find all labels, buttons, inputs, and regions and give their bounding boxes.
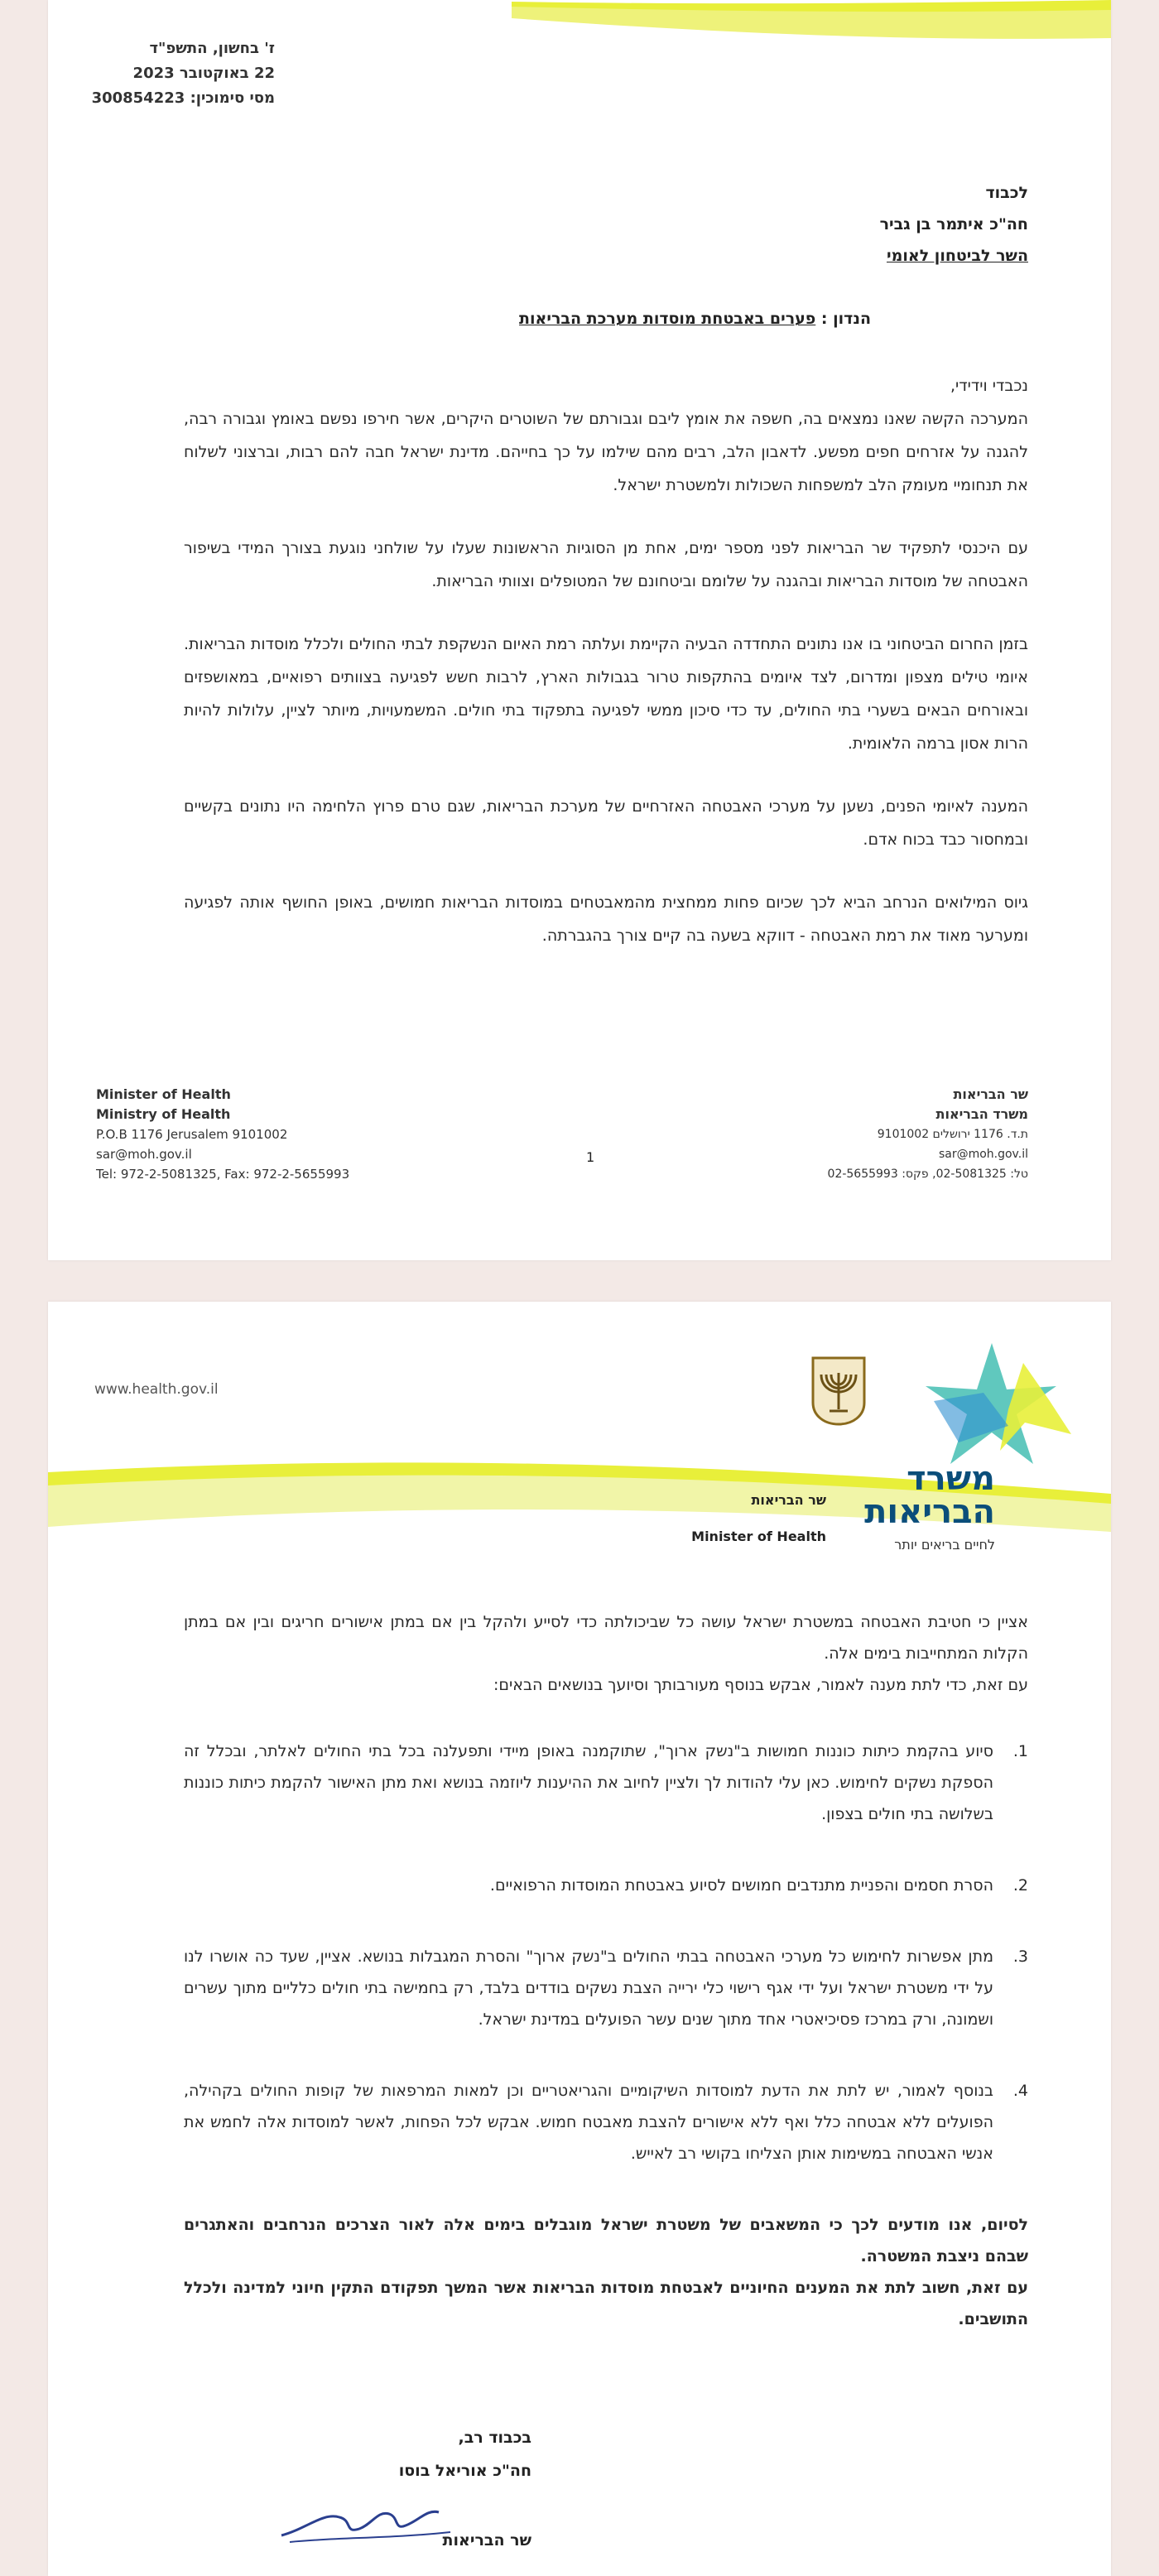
- footer-he-ministry: משרד הבריאות: [935, 1106, 1028, 1122]
- date-hebrew: ז' בחשון, התשפ"ד: [149, 40, 275, 57]
- subject-text: פערים באבטחת מוסדות מערכת הבריאות: [519, 310, 816, 328]
- list-item-text: הסרת חסמים והפניית מתנדבים חמושים לסיוע באבטחת המוסדות הרפואיים.: [489, 1876, 993, 1895]
- page-number: 1: [586, 1149, 595, 1165]
- footer-en-phone: Tel: 972-2-5081325, Fax: 972-2-5655993: [96, 1167, 350, 1182]
- letter-body-2: [184, 1606, 1028, 2335]
- state-emblem-icon: [810, 1355, 868, 1429]
- list-item-number: 1.: [1012, 1742, 1028, 1760]
- paragraph: גיוס המילואים הנרחב הביא לכך שכיום פחות ממחצית מהמאבטחים במוסדות הבריאות חמושים, באופן החושף אותה לפגיעה ומערער מאוד את רמת האבטחה - דווקא בשעה בה קיים צורך בהגברתה.: [184, 893, 1028, 945]
- reference-number: מסי סימוכין: 300854223: [91, 89, 275, 107]
- list-item-text: מתן אפשרות לחימוש כל מערכי האבטחה בבתי החולים ב"נשק ארוך" והסרת המגבלות בנושא. אציין, שעד כה אושרו לנו על ידי משטרת ישראל ועל ידי אגף רישוי כלי ירייה הצבת נשקים בודדים בלבד, רק בחמישה בתי חולים כלליים מתוך עשרים ושמונה, ורק במרכז פסיכיאטרי אחד מתוך שנים עשר הפועלים במדינת ישראל.: [184, 1948, 993, 2029]
- paragraph: בזמן החרום הביטחוני בו אנו נתונים התחדדה הבעיה הקיימת ועלתה רמת האיום הנשקפת לבתי החולים ולכלל מוסדות הבריאות. איומי טילים מצפון ומדרום, לצד איומים בהתקפות טרור בגבולות הארץ, לרבות חשש לפגיעה בצוותים רפואיים, במאושפזים ובאורחים הבאים בשערי בתי החולים, עד כדי סיכון ממשי לפגיעה בתפקוד בתי חולים. המשמעויות, מיותר לציין, עלולות להיות הרות אסון ברמה הלאומית.: [184, 635, 1028, 753]
- closing-paragraph: לסיום, אנו מודעים לכך כי המשאבים של משטרת ישראל מוגבלים בימים אלה לאור הצרכים הנרחבים והאתגרים שבהם ניצבת המשטרה.: [184, 2216, 1028, 2265]
- letter-page-1: [48, 0, 1111, 1260]
- footer-en-pob: P.O.B 1176 Jerusalem 9101002: [96, 1127, 288, 1142]
- signoff-name: חה"כ אוריאל בוסו: [398, 2462, 531, 2480]
- footer-english: [96, 1085, 349, 1184]
- footer-he-phone: טל: 02-5081325, פקס: 02-5655993: [827, 1168, 1028, 1181]
- subject-prefix: הנדון :: [820, 310, 871, 328]
- minister-title-he: שר הבריאות: [751, 1492, 826, 1508]
- letter-page-2: [48, 1302, 1111, 2576]
- list-item-number: 2.: [1012, 1876, 1028, 1895]
- logo-tagline: לחיים בריאים יותר: [894, 1537, 995, 1553]
- logo-line-2: הבריאות: [864, 1493, 995, 1531]
- list-item: [184, 2075, 1028, 2169]
- website-url: www.health.gov.il: [94, 1381, 219, 1398]
- recipient-title: השר לביטחון לאומי: [887, 247, 1028, 265]
- minister-title-block: [661, 1482, 826, 1555]
- signoff-regards: בכבוד רב,: [458, 2429, 531, 2447]
- footer-he-email: sar@moh.gov.il: [938, 1148, 1028, 1161]
- signoff-title: שר הבריאות: [442, 2531, 531, 2550]
- ministry-logo-text: [796, 1462, 995, 1529]
- list-item: [184, 1736, 1028, 1830]
- paragraph: עם היכנסי לתפקיד שר הבריאות לפני מספר ימים, אחת מן הסוגיות הראשונות שעלו על שולחני נוגעת בצורך המידי בשיפור האבטחה של מוסדות הבריאות ובהגנה על שלומם וביטחונם של המטופלים וצוותי הבריאות.: [184, 539, 1028, 590]
- footer-hebrew: [730, 1085, 1028, 1184]
- ministry-star-logo-icon: [909, 1343, 1075, 1471]
- letter-body-1: [184, 369, 1028, 982]
- recipient-block: [614, 177, 1028, 272]
- date-gregorian: 22 באוקטובר 2023: [132, 65, 275, 82]
- list-item-text: בנוסף לאמור, יש לתת את הדעת למוסדות השיקומיים והגריאטריים וכן למאות המרפאות של קופות החולים בקהילה, הפועלים ללא אבטחה כלל ואף ללא אישורים להצבת מאבטח חמוש. אבקש לכל הפחות, לאשר למוסדות אלה לחמש את אנשי האבטחה במשימות אותן הצליחו בקושי רב לאייש.: [184, 2082, 993, 2163]
- list-item-number: 4.: [1012, 2082, 1028, 2100]
- footer-en-title: Minister of Health: [96, 1086, 231, 1102]
- minister-title-en: Minister of Health: [691, 1529, 826, 1544]
- handwritten-signature-icon: [273, 2496, 455, 2552]
- logo-line-1: משרד: [907, 1460, 995, 1498]
- paragraph: המערכה הקשה שאנו נמצאים בה, חשפה את אומץ ליבם וגבורתם של השוטרים היקרים, אשר חירפו נפשם באומץ וגבורה רבה, להגנה על אזרחים חפים מפשע. לדאבון הלב, רבים מהם שילמו על כך בחייהם. מדינת ישראל חבה להם רבות, וברצוני לשלוח את תנחומיי מעומק הלב למשפחות השכולות ולמשטרת ישראל.: [184, 410, 1028, 494]
- request-list: [184, 1736, 1028, 2169]
- footer-he-title: שר הבריאות: [953, 1086, 1028, 1102]
- header-swoosh-band: [512, 0, 1111, 46]
- salutation: נכבדי וידידי,: [950, 377, 1028, 395]
- recipient-to: לכבוד: [985, 184, 1028, 202]
- letter-meta: [76, 36, 275, 111]
- list-item: [184, 1870, 1028, 1901]
- intro-paragraph: אציין כי חטיבת האבטחה במשטרת ישראל עושה כל שביכולתה כדי לסייע ולהקל בין אם במתן אישורים חריגים ובין אם במתן הקלות המתחייבות בימים אלה.: [184, 1613, 1028, 1663]
- footer-en-email: sar@moh.gov.il: [96, 1147, 192, 1162]
- subject-line: [519, 310, 871, 328]
- footer-he-pob: ת.ד. 1176 ירושלים 9101002: [877, 1128, 1028, 1141]
- intro-paragraph: עם זאת, כדי לתת מענה לאמור, אבקש בנוסף מעורבותך וסיועך בנושאים הבאים:: [493, 1676, 1028, 1694]
- list-item-number: 3.: [1012, 1948, 1028, 1966]
- paragraph: המענה לאיומי הפנים, נשען על מערכי האבטחה האזרחיים של מערכת הבריאות, שגם טרם פרוץ הלחימה היו נתונים בקשיים ובמחסור כבד בכוח אדם.: [184, 797, 1028, 849]
- list-item: [184, 1941, 1028, 2035]
- closing-paragraph: עם זאת, חשוב לתת את המענים החיוניים לאבטחת מוסדות הבריאות אשר המשך תפקודם התקין חיוני למדינה ולכלל התושבים.: [184, 2279, 1028, 2328]
- footer-en-ministry: Ministry of Health: [96, 1106, 231, 1122]
- list-item-text: סיוע בהקמת כיתות כוננות חמושות ב"נשק ארוך", שתוקמנה באופן מיידי ותפעלנה בכל בתי החולים לאלתר, ובכלל זה הספקת נשקים לחימוש. כאן עלי להודות לך ולציין לחיוב את ההיענות ליוזמה בנושא ואת מתן האישור להקמת כיתות כוננות בשלושה בתי חולים בצפון.: [184, 1742, 993, 1823]
- recipient-name: חה"כ איתמר בן גביר: [879, 215, 1028, 234]
